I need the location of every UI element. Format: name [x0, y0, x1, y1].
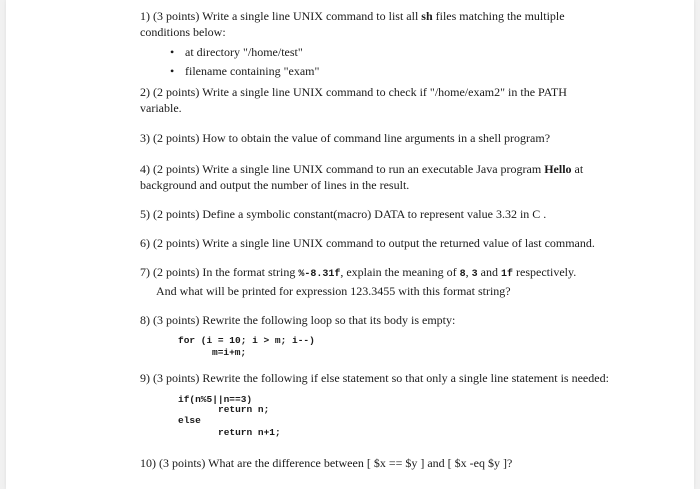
question-text: Write a single line UNIX command to run an executable Java program [202, 162, 542, 176]
code-line: for (i = 10; i > m; i--) [178, 335, 315, 346]
question-text-end: respectively. [516, 265, 577, 279]
separator: and [480, 265, 498, 279]
question-7 [140, 264, 620, 299]
question-text: Write a single line UNIX command to list all [202, 9, 419, 23]
question-points: (3 points) [153, 9, 200, 23]
code-line: return n+1; [218, 427, 281, 438]
document-page [6, 0, 694, 489]
question-text-cont: files matching the multiple conditions below: [140, 9, 565, 39]
question-text: Define a symbolic constant(macro) DATA to represent value 3.32 in C . [202, 207, 547, 221]
question-text: In the format string [202, 265, 296, 279]
format-part-type: 1f [501, 269, 514, 280]
question-line-2: And what will be printed for expression 123.3455 with this format string? [156, 284, 511, 298]
question-text: Write a single line UNIX command to output the returned value of last command. [202, 236, 595, 250]
question-6 [140, 235, 610, 251]
code-line: if(n%5||n==3) [178, 394, 253, 405]
question-number: 8) [140, 313, 150, 327]
question-text: How to obtain the value of command line arguments in a shell program? [202, 131, 551, 145]
question-4 [140, 161, 610, 193]
question-text-cont: , explain the meaning of [340, 265, 457, 279]
question-text: Write a single line UNIX command to check if "/home/exam2" in the PATH variable. [140, 85, 567, 115]
question-points: (2 points) [153, 207, 200, 221]
question-number: 4) [140, 162, 150, 176]
question-5 [140, 206, 610, 222]
question-number: 10) [140, 456, 156, 470]
question-number: 3) [140, 131, 150, 145]
list-item: • at directory "/home/test" [170, 44, 610, 60]
question-text: Rewrite the following loop so that its body is empty: [202, 313, 456, 327]
question-points: (2 points) [153, 236, 200, 250]
question-number: 9) [140, 371, 150, 385]
condition-list [140, 44, 610, 79]
question-points: (2 points) [153, 85, 200, 99]
question-number: 5) [140, 207, 150, 221]
question-3 [140, 130, 610, 146]
code-line: return n; [218, 404, 270, 415]
question-points: (3 points) [153, 371, 200, 385]
separator: , [465, 265, 469, 279]
question-number: 1) [140, 9, 150, 23]
format-part-precision: 3 [471, 269, 478, 280]
format-string: %-8.31f [298, 269, 341, 280]
question-text-cont: at background and output the number of lines in the result. [140, 162, 584, 192]
code-line: else [178, 415, 201, 426]
code-line: m=i+m; [212, 347, 247, 358]
question-10 [140, 455, 610, 471]
question-points: (3 points) [159, 456, 206, 470]
question-number: 7) [140, 265, 150, 279]
question-points: (3 points) [153, 313, 200, 327]
question-points: (2 points) [153, 131, 200, 145]
question-8 [140, 312, 610, 328]
list-item: • filename containing "exam" [170, 63, 610, 79]
format-part-width: 8 [459, 269, 466, 280]
question-9 [140, 370, 620, 386]
question-bold-term: sh [421, 9, 433, 23]
question-number: 2) [140, 85, 150, 99]
question-2 [140, 84, 610, 116]
question-1 [140, 8, 610, 79]
question-points: (2 points) [153, 265, 200, 279]
question-number: 6) [140, 236, 150, 250]
question-bold-term: Hello [544, 162, 572, 176]
question-points: (2 points) [153, 162, 200, 176]
question-text: What are the difference between [ $x == $y ] and [ $x -eq $y ]? [208, 456, 513, 470]
question-text: Rewrite the following if else statement so that only a single line statement is needed: [202, 371, 609, 385]
